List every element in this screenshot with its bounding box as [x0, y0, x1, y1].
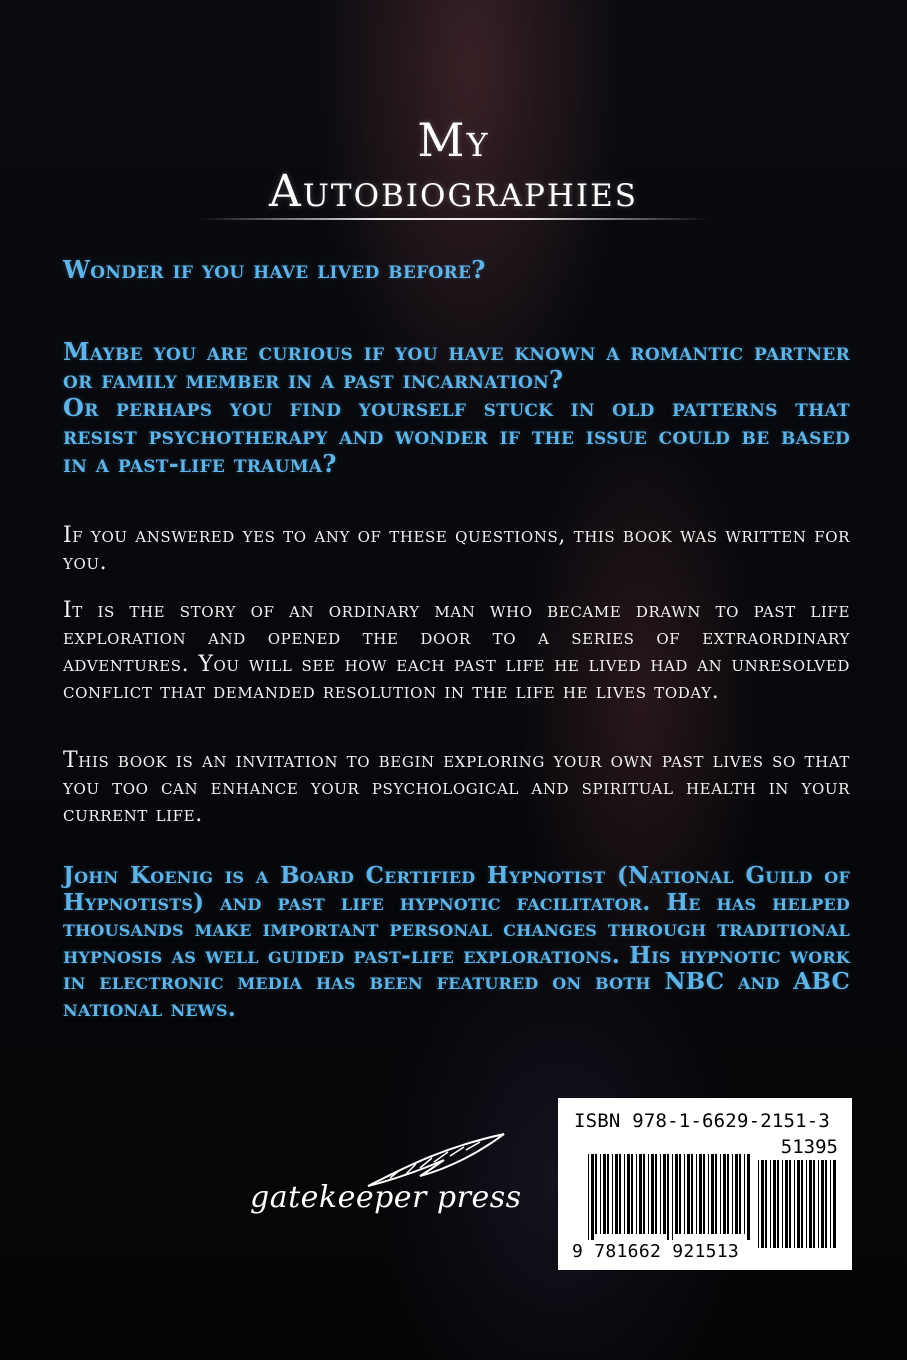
- barcode-bar: [711, 1154, 714, 1234]
- barcode-bar: [619, 1154, 621, 1234]
- barcode-bar: [684, 1154, 685, 1234]
- barcode-bar: [765, 1160, 767, 1248]
- barcode-bar: [703, 1154, 705, 1234]
- body-paragraph-2: It is the story of an ordinary man who became drawn to past life exploration and opened the door to a series of extraordinary adventures. You will see how each past life he lived had an unresolved conflict that demanded resolution in the life he lives today.: [63, 598, 850, 704]
- barcode-bar: [672, 1154, 673, 1240]
- barcode-price-code: 51395: [780, 1136, 838, 1158]
- barcode-bar: [797, 1160, 800, 1248]
- title-line-2: Autobiographies: [269, 166, 638, 217]
- barcode-bar: [667, 1154, 669, 1240]
- barcode-bar: [663, 1154, 666, 1234]
- title-underline: [200, 218, 707, 220]
- barcode-box: [558, 1098, 852, 1270]
- barcode-bar: [739, 1154, 741, 1234]
- barcode-bar: [821, 1160, 824, 1248]
- barcode-bar: [735, 1154, 738, 1234]
- barcode-bar: [785, 1160, 788, 1248]
- barcode-bar: [789, 1160, 791, 1248]
- barcode-bar: [809, 1160, 812, 1248]
- barcode-bar: [715, 1154, 717, 1234]
- barcode-bar: [591, 1154, 594, 1240]
- barcode-bar: [675, 1154, 678, 1234]
- barcode-bar: [758, 1160, 759, 1248]
- barcode-bar: [720, 1154, 721, 1234]
- barcode-bar: [639, 1154, 642, 1234]
- isbn-label: ISBN 978-1-6629-2151-3: [574, 1110, 831, 1132]
- barcode-bar: [696, 1154, 697, 1234]
- barcode-bar: [660, 1154, 661, 1234]
- question-2: Maybe you are curious if you have known a romantic partner or family member in a past incarnation?: [63, 337, 850, 394]
- barcode-bar: [607, 1154, 609, 1234]
- barcode-bar: [679, 1154, 681, 1234]
- title-line-1: My: [417, 113, 490, 167]
- author-bio: John Koenig is a Board Certified Hypnotist (National Guild of Hypnotists) and past life hypnotic facilitator. He has helped thousands make important personal changes through traditional hypnosis as well guided past-life explorations. His hypnotic work in electronic media has been featured on both NBC and ABC national news.: [63, 862, 850, 1022]
- barcode-bar: [627, 1154, 630, 1234]
- barcode-bar: [636, 1154, 637, 1234]
- barcode-bar: [603, 1154, 606, 1234]
- barcode-main-bars: [588, 1154, 753, 1240]
- barcode-bar: [615, 1154, 618, 1234]
- barcode-bar: [825, 1160, 827, 1248]
- barcode-bar: [727, 1154, 729, 1234]
- barcode-bar: [648, 1154, 649, 1234]
- barcode-bar: [691, 1154, 693, 1234]
- barcode-bar: [773, 1160, 776, 1248]
- body-paragraph-1: If you answered yes to any of these questions, this book was written for you.: [63, 523, 850, 575]
- barcode-bar: [631, 1154, 633, 1234]
- barcode-bar: [777, 1160, 779, 1248]
- publisher-logo: [250, 1130, 530, 1220]
- barcode-digits: 9 781662 921513: [572, 1241, 740, 1262]
- barcode-bar: [794, 1160, 795, 1248]
- barcode-bar: [782, 1160, 783, 1248]
- barcode-bar: [624, 1154, 625, 1234]
- barcode-bar: [818, 1160, 819, 1248]
- barcode-bar: [761, 1160, 764, 1248]
- barcode-bar: [747, 1154, 750, 1240]
- barcode-bar: [801, 1160, 803, 1248]
- barcode-bar: [655, 1154, 657, 1234]
- barcode-bar: [687, 1154, 690, 1234]
- barcode-bar: [813, 1160, 815, 1248]
- barcode-bar: [770, 1160, 771, 1248]
- barcode-bar: [643, 1154, 645, 1234]
- barcode-bar: [723, 1154, 726, 1234]
- question-3: Or perhaps you find yourself stuck in old patterns that resist psychotherapy and wonder if the issue could be based in a past-life trauma?: [63, 393, 850, 478]
- barcode-bar: [612, 1154, 613, 1234]
- barcode-addon-bars: [758, 1160, 838, 1254]
- barcode-bar: [651, 1154, 654, 1234]
- barcode-bar: [732, 1154, 733, 1234]
- barcode-bar: [588, 1154, 589, 1240]
- barcode-bar: [708, 1154, 709, 1234]
- barcode-bar: [830, 1160, 831, 1248]
- body-paragraph-3: This book is an invitation to begin exploring your own past lives so that you too can enhance your psychological and spiritual health in your current life.: [63, 748, 850, 827]
- publisher-name: gatekeeper press: [250, 1180, 522, 1215]
- barcode-bar: [833, 1160, 836, 1248]
- barcode-bar: [600, 1154, 601, 1234]
- barcode-bar: [806, 1160, 807, 1248]
- barcode-bar: [595, 1154, 597, 1234]
- barcode-bar: [744, 1154, 745, 1234]
- question-1: Wonder if you have lived before?: [63, 255, 486, 284]
- barcode-bar: [699, 1154, 702, 1234]
